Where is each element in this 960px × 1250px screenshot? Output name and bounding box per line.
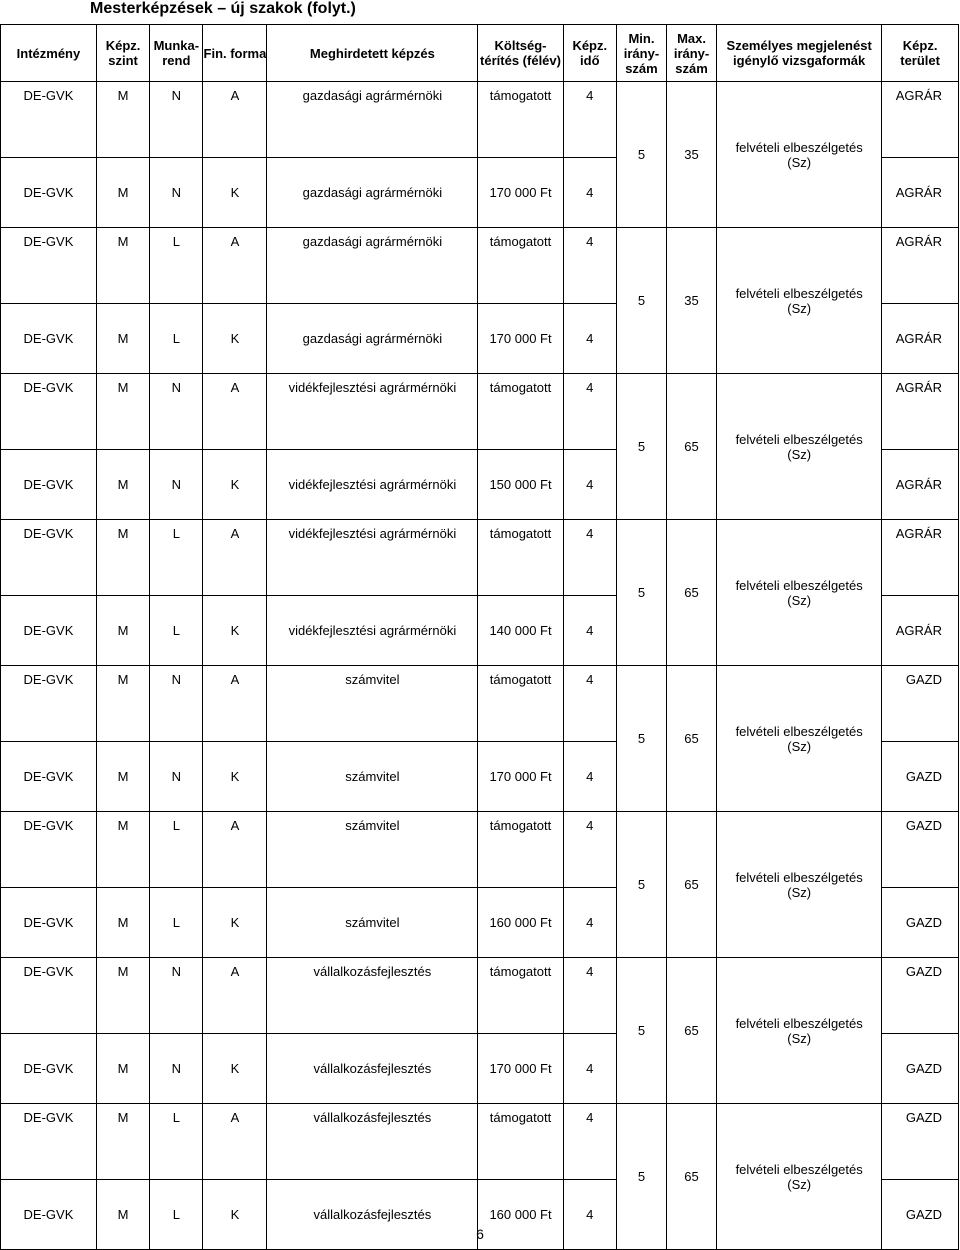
cell-program: gazdasági agrármérnöki: [267, 304, 478, 374]
cell-institution: DE-GVK: [1, 82, 97, 158]
cell-financing: A: [203, 812, 267, 888]
cell-level: M: [96, 374, 149, 450]
cell-cost: 170 000 Ft: [478, 304, 563, 374]
cell-cost: támogatott: [478, 666, 563, 742]
cell-duration: 4: [563, 666, 616, 742]
cell-duration: 4: [563, 596, 616, 666]
cell-duration: 4: [563, 374, 616, 450]
header-max: Max. irány- szám: [667, 25, 717, 82]
header-intezmeny: Intézmény: [1, 25, 97, 82]
cell-exam-form: felvételi elbeszélgetés (Sz): [717, 228, 882, 374]
page-title: Mesterképzések – új szakok (folyt.): [90, 0, 356, 17]
cell-work-mode: L: [150, 888, 203, 958]
cell-min-count: 5: [616, 958, 666, 1104]
cell-area: GAZD: [882, 742, 959, 812]
cell-min-count: 5: [616, 520, 666, 666]
table-body: [1, 82, 959, 1250]
cell-institution: DE-GVK: [1, 596, 97, 666]
cell-duration: 4: [563, 1180, 616, 1250]
cell-area: GAZD: [882, 1034, 959, 1104]
cell-max-count: 65: [667, 958, 717, 1104]
cell-institution: DE-GVK: [1, 742, 97, 812]
cell-min-count: 5: [616, 374, 666, 520]
cell-max-count: 65: [667, 666, 717, 812]
table-row: [1, 812, 959, 888]
cell-cost: támogatott: [478, 1104, 563, 1180]
cell-duration: 4: [563, 228, 616, 304]
cell-institution: DE-GVK: [1, 1034, 97, 1104]
cell-exam-form: felvételi elbeszélgetés (Sz): [717, 958, 882, 1104]
cell-level: M: [96, 82, 149, 158]
cell-max-count: 65: [667, 374, 717, 520]
table-row: [1, 1104, 959, 1180]
cell-area: GAZD: [882, 1104, 959, 1180]
cell-duration: 4: [563, 82, 616, 158]
header-kepzes: Meghirdetett képzés: [267, 25, 478, 82]
cell-financing: K: [203, 1034, 267, 1104]
cell-institution: DE-GVK: [1, 520, 97, 596]
header-fin-forma: Fin. forma: [203, 25, 267, 82]
cell-duration: 4: [563, 1104, 616, 1180]
cell-institution: DE-GVK: [1, 304, 97, 374]
cell-area: AGRÁR: [882, 596, 959, 666]
cell-financing: K: [203, 304, 267, 374]
cell-financing: A: [203, 82, 267, 158]
cell-financing: K: [203, 1180, 267, 1250]
cell-level: M: [96, 812, 149, 888]
cell-level: M: [96, 742, 149, 812]
cell-program: gazdasági agrármérnöki: [267, 82, 478, 158]
programs-table: [0, 24, 959, 1250]
table-header-row: [1, 25, 959, 82]
cell-institution: DE-GVK: [1, 958, 97, 1034]
cell-program: vállalkozásfejlesztés: [267, 958, 478, 1034]
cell-cost: támogatott: [478, 82, 563, 158]
table-row: [1, 374, 959, 450]
cell-duration: 4: [563, 304, 616, 374]
cell-institution: DE-GVK: [1, 228, 97, 304]
cell-exam-form: felvételi elbeszélgetés (Sz): [717, 666, 882, 812]
cell-area: AGRÁR: [882, 304, 959, 374]
cell-cost: támogatott: [478, 228, 563, 304]
cell-duration: 4: [563, 888, 616, 958]
cell-exam-form: felvételi elbeszélgetés (Sz): [717, 520, 882, 666]
cell-work-mode: N: [150, 958, 203, 1034]
cell-level: M: [96, 1034, 149, 1104]
cell-institution: DE-GVK: [1, 812, 97, 888]
cell-min-count: 5: [616, 82, 666, 228]
cell-cost: 160 000 Ft: [478, 888, 563, 958]
cell-duration: 4: [563, 158, 616, 228]
cell-cost: 170 000 Ft: [478, 1034, 563, 1104]
cell-exam-form: felvételi elbeszélgetés (Sz): [717, 1104, 882, 1250]
cell-min-count: 5: [616, 812, 666, 958]
cell-cost: 170 000 Ft: [478, 158, 563, 228]
cell-financing: K: [203, 596, 267, 666]
cell-financing: A: [203, 666, 267, 742]
cell-level: M: [96, 520, 149, 596]
cell-area: AGRÁR: [882, 374, 959, 450]
page-number: 6: [476, 1226, 484, 1242]
cell-program: vidékfejlesztési agrármérnöki: [267, 374, 478, 450]
cell-financing: K: [203, 450, 267, 520]
cell-duration: 4: [563, 450, 616, 520]
cell-program: vállalkozásfejlesztés: [267, 1180, 478, 1250]
cell-cost: támogatott: [478, 812, 563, 888]
cell-financing: A: [203, 958, 267, 1034]
cell-financing: A: [203, 374, 267, 450]
cell-program: számvitel: [267, 666, 478, 742]
cell-cost: támogatott: [478, 958, 563, 1034]
cell-institution: DE-GVK: [1, 888, 97, 958]
cell-cost: 150 000 Ft: [478, 450, 563, 520]
cell-exam-form: felvételi elbeszélgetés (Sz): [717, 374, 882, 520]
cell-cost: támogatott: [478, 374, 563, 450]
cell-max-count: 35: [667, 82, 717, 228]
cell-financing: A: [203, 1104, 267, 1180]
cell-duration: 4: [563, 742, 616, 812]
cell-cost: 140 000 Ft: [478, 596, 563, 666]
cell-level: M: [96, 958, 149, 1034]
cell-work-mode: N: [150, 742, 203, 812]
cell-financing: K: [203, 158, 267, 228]
cell-area: GAZD: [882, 1180, 959, 1250]
table-row: [1, 228, 959, 304]
cell-work-mode: L: [150, 812, 203, 888]
cell-duration: 4: [563, 1034, 616, 1104]
cell-financing: K: [203, 742, 267, 812]
cell-duration: 4: [563, 958, 616, 1034]
cell-institution: DE-GVK: [1, 1104, 97, 1180]
header-vizsga: Személyes megjelenést igénylő vizsgaformák: [717, 25, 882, 82]
cell-program: számvitel: [267, 742, 478, 812]
cell-max-count: 35: [667, 228, 717, 374]
cell-level: M: [96, 666, 149, 742]
cell-financing: K: [203, 888, 267, 958]
cell-work-mode: N: [150, 666, 203, 742]
cell-level: M: [96, 1180, 149, 1250]
cell-program: számvitel: [267, 812, 478, 888]
header-terulet: Képz. terület: [882, 25, 959, 82]
cell-work-mode: L: [150, 1104, 203, 1180]
cell-institution: DE-GVK: [1, 374, 97, 450]
cell-level: M: [96, 596, 149, 666]
cell-financing: A: [203, 228, 267, 304]
cell-program: vidékfejlesztési agrármérnöki: [267, 520, 478, 596]
cell-area: AGRÁR: [882, 82, 959, 158]
cell-work-mode: L: [150, 304, 203, 374]
cell-program: vállalkozásfejlesztés: [267, 1034, 478, 1104]
cell-program: vidékfejlesztési agrármérnöki: [267, 596, 478, 666]
cell-area: AGRÁR: [882, 450, 959, 520]
header-kepz-szint: Képz. szint: [96, 25, 149, 82]
cell-work-mode: N: [150, 158, 203, 228]
cell-level: M: [96, 304, 149, 374]
table-row: [1, 958, 959, 1034]
cell-cost: 160 000 Ft: [478, 1180, 563, 1250]
cell-area: GAZD: [882, 888, 959, 958]
cell-program: vidékfejlesztési agrármérnöki: [267, 450, 478, 520]
cell-area: GAZD: [882, 666, 959, 742]
cell-level: M: [96, 450, 149, 520]
cell-area: AGRÁR: [882, 228, 959, 304]
cell-work-mode: N: [150, 82, 203, 158]
cell-cost: 170 000 Ft: [478, 742, 563, 812]
cell-max-count: 65: [667, 520, 717, 666]
cell-institution: DE-GVK: [1, 1180, 97, 1250]
cell-work-mode: N: [150, 374, 203, 450]
header-min: Min. irány- szám: [616, 25, 666, 82]
cell-program: gazdasági agrármérnöki: [267, 158, 478, 228]
cell-min-count: 5: [616, 666, 666, 812]
header-munkarend: Munka- rend: [150, 25, 203, 82]
header-koltseg: Költség- térítés (félév): [478, 25, 563, 82]
cell-duration: 4: [563, 520, 616, 596]
cell-level: M: [96, 1104, 149, 1180]
cell-work-mode: N: [150, 450, 203, 520]
cell-max-count: 65: [667, 1104, 717, 1250]
cell-financing: A: [203, 520, 267, 596]
cell-work-mode: L: [150, 596, 203, 666]
cell-min-count: 5: [616, 1104, 666, 1250]
cell-area: AGRÁR: [882, 158, 959, 228]
cell-work-mode: L: [150, 520, 203, 596]
cell-cost: támogatott: [478, 520, 563, 596]
cell-level: M: [96, 888, 149, 958]
cell-institution: DE-GVK: [1, 666, 97, 742]
cell-level: M: [96, 228, 149, 304]
cell-institution: DE-GVK: [1, 450, 97, 520]
table-row: [1, 82, 959, 158]
cell-area: AGRÁR: [882, 520, 959, 596]
cell-min-count: 5: [616, 228, 666, 374]
cell-exam-form: felvételi elbeszélgetés (Sz): [717, 812, 882, 958]
cell-area: GAZD: [882, 812, 959, 888]
cell-exam-form: felvételi elbeszélgetés (Sz): [717, 82, 882, 228]
cell-duration: 4: [563, 812, 616, 888]
cell-work-mode: L: [150, 1180, 203, 1250]
table-row: [1, 666, 959, 742]
cell-work-mode: N: [150, 1034, 203, 1104]
cell-area: GAZD: [882, 958, 959, 1034]
cell-institution: DE-GVK: [1, 158, 97, 228]
cell-program: számvitel: [267, 888, 478, 958]
header-kepz-ido: Képz. idő: [563, 25, 616, 82]
cell-program: vállalkozásfejlesztés: [267, 1104, 478, 1180]
cell-work-mode: L: [150, 228, 203, 304]
cell-max-count: 65: [667, 812, 717, 958]
cell-program: gazdasági agrármérnöki: [267, 228, 478, 304]
table-row: [1, 520, 959, 596]
cell-level: M: [96, 158, 149, 228]
